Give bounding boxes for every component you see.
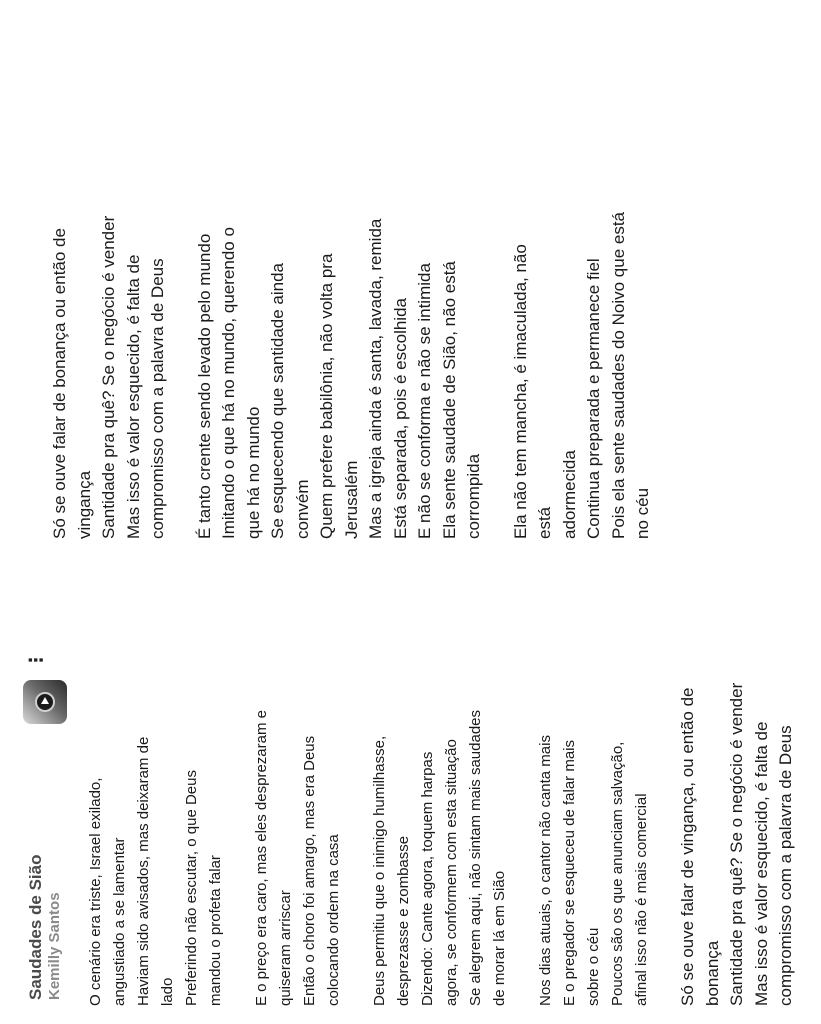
lyric-line: Deus permitiu que o inimigo humilhasse, (371, 735, 388, 1006)
lyric-line: adormecida (559, 450, 579, 539)
more-vertical-icon[interactable]: ⋮ (26, 651, 46, 669)
lyric-line: colocando ordem na casa (325, 834, 342, 1006)
lyric-line: lado (159, 977, 176, 1006)
lyrics-stanza (509, 209, 656, 539)
lyric-line: bonança (702, 940, 722, 1006)
lyric-line: vingança (74, 470, 94, 539)
lyrics-stanza (250, 671, 346, 1006)
lyric-line: Santidade pra quê? Se o negócio é vender (99, 215, 118, 539)
lyric-line: Então o choro foi amargo, mas era Deus (301, 735, 318, 1006)
lyric-line: Mas isso é valor esquecido, é falta de (123, 254, 143, 539)
lyric-line: Jerusalém (341, 460, 361, 539)
lyric-line: Nos dias atuais, o cantor não canta mais (537, 735, 554, 1006)
lyrics-stanza (534, 671, 654, 1006)
lyric-line: Imitando o que há no mundo, querendo o (219, 227, 238, 539)
lyric-line: É tanto crente sendo levado pelo mundo (194, 233, 214, 539)
album-art[interactable] (23, 680, 67, 724)
lyrics-stanza (368, 671, 512, 1006)
lyric-line: Continua preparada e permanece fiel (584, 258, 603, 539)
lyric-line: Haviam sido avisados, mas deixaram de (135, 736, 152, 1006)
lyric-line: compromisso com a palavra de Deus (148, 258, 167, 539)
lyric-line: Se esquecendo que santidade ainda (268, 262, 287, 539)
lyric-line: Quem prefere babilônia, não volta pra (317, 253, 336, 539)
lyric-line: Só se ouve falar de bonança ou então de (50, 228, 69, 539)
lyric-line: convém (292, 479, 312, 539)
lyrics-stanza (193, 209, 487, 539)
lyric-line: Pois ela sente saudades do Noivo que está (608, 211, 628, 539)
lyric-line: Poucos são os que anunciam salvação, (609, 741, 626, 1006)
lyric-line: Mas a igreja ainda é santa, lavada, remida (366, 218, 385, 539)
lyric-line: agora, se conformem com esta situação (443, 739, 460, 1006)
lyric-line: Santidade pra quê? Se o negócio é vender (727, 682, 746, 1006)
lyric-line: Está separada, pois é escolhida (390, 298, 410, 539)
lyric-line: angustiado a se lamentar (111, 837, 128, 1006)
lyric-line: corrompida (464, 453, 483, 539)
lyric-line: Dizendo: Cante agora, toquem harpas (419, 751, 436, 1006)
lyric-line: E o pregador se esqueceu de falar mais (561, 740, 578, 1006)
lyric-line: Preferindo não escutar, o que Deus (183, 770, 200, 1006)
lyric-line: Ela sente saudade de Sião, não está (439, 261, 459, 539)
artist-name[interactable]: Kemilly Santos (46, 892, 63, 1000)
lyric-line: afinal isso não é mais comercial (633, 793, 650, 1006)
lyric-line: Ela não tem mancha, é imaculada, não está (510, 244, 554, 539)
lyrics-stanza (84, 671, 228, 1006)
lyric-line: quiseram arriscar (277, 890, 294, 1006)
lyric-line: Só se ouve falar de vingança, ou então de (678, 687, 697, 1006)
song-header (20, 651, 74, 1006)
play-icon[interactable] (35, 692, 55, 712)
lyrics-chorus (48, 209, 171, 539)
lyric-line: Mas isso é valor esquecido, é falta de (751, 721, 771, 1006)
lyric-line: de morar lá em Sião (491, 870, 508, 1006)
lyric-line: Se alegrem aqui, não sintam mais saudades (467, 709, 484, 1006)
lyric-line: E não se conforma e não se intimida (415, 263, 434, 539)
lyric-line: E o preço era caro, mas eles desprezaram e (253, 710, 270, 1006)
lyric-line: compromisso com a palavra de Deus (776, 725, 795, 1006)
lyric-line: que há no mundo (243, 406, 263, 539)
lyrics-column-left (20, 651, 821, 1006)
lyric-line: sobre o céu (585, 927, 602, 1006)
lyric-line: no céu (633, 487, 652, 539)
lyric-line: O cenário era triste, Israel exilado, (87, 777, 104, 1006)
lyric-line: desprezasse e zombasse (395, 835, 412, 1006)
lyric-line: mandou o profeta falar (207, 855, 224, 1006)
lyrics-chorus (676, 671, 799, 1006)
song-title: Saudades de Sião (26, 854, 45, 1000)
lyrics-column-right (48, 209, 678, 539)
